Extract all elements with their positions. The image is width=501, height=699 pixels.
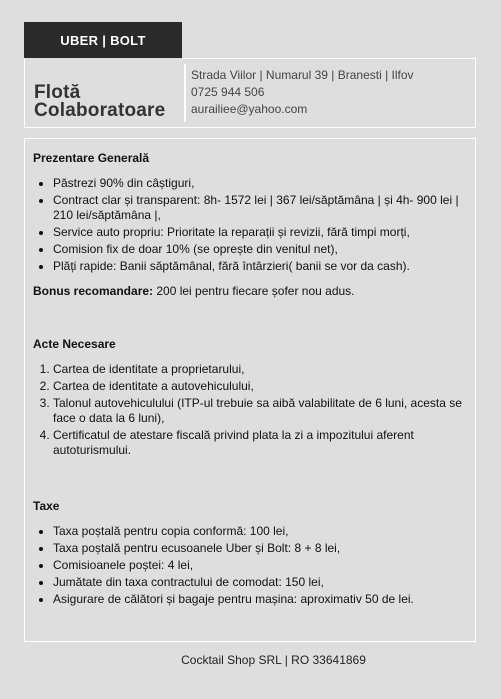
address: Strada Viilor | Numarul 39 | Branesti | Ilfov [191, 68, 414, 82]
brand-line-2: Colaboratoare [34, 100, 166, 121]
list-item: • Plăți rapide: Banii săptămânal, fără întârzieri( banii se vor da cash). [53, 259, 463, 274]
overview-list [33, 176, 463, 274]
brand-line-1: Flotă [34, 82, 81, 103]
list-item: • Asigurare de călători și bagaje pentru mașina: aproximativ 50 de lei. [53, 592, 463, 607]
documents-title: Acte Necesare [33, 337, 116, 351]
service-tag: UBER | BOLT [24, 22, 182, 58]
list-item: • Păstrezi 90% din câștiguri, [53, 176, 463, 191]
list-item: • Taxa poștală pentru copia conformă: 100 lei, [53, 524, 463, 539]
bonus-text: 200 lei pentru fiecare șofer nou adus. [153, 284, 355, 298]
list-item: • Service auto propriu: Prioritate la reparații și revizii, fără timpi morți, [53, 225, 463, 240]
taxes-section [33, 499, 463, 609]
brand-title [34, 84, 165, 120]
list-item: • Contract clar și transparent: 8h- 1572 lei | 367 lei/săptămâna | și 4h- 900 lei | 210 lei/săptămâna |, [53, 193, 463, 223]
list-item: • Jumătate din taxa contractului de comodat: 150 lei, [53, 575, 463, 590]
footer-company: Cocktail Shop SRL | RO 33641869 [181, 653, 366, 667]
list-item: • Taxa poștală pentru ecusoanele Uber și Bolt: 8 + 8 lei, [53, 541, 463, 556]
documents-list [33, 362, 463, 458]
list-item: • Comisioanele poștei: 4 lei, [53, 558, 463, 573]
taxes-list [33, 524, 463, 607]
bonus-line [33, 284, 463, 299]
list-item: 3. Talonul autovehiculului (ITP-ul trebuie sa aibă valabilitate de 6 luni, acesta se face o data la 6 luni), [53, 396, 463, 426]
bonus-label: Bonus recomandare: [33, 284, 154, 298]
phone: 0725 944 506 [191, 85, 265, 99]
overview-section [33, 151, 463, 299]
list-item: • Comision fix de doar 10% (se oprește din venitul net), [53, 242, 463, 257]
list-item: 4. Certificatul de atestare fiscală privind plata la zi a impozitului aferent autoturismului. [53, 428, 463, 458]
email: aurailiee@yahoo.com [191, 102, 308, 116]
header-divider [184, 64, 186, 122]
contact-info [191, 67, 414, 118]
documents-section [33, 337, 463, 460]
list-item: 1. Cartea de identitate a proprietarului, [53, 362, 463, 377]
list-item: 2. Cartea de identitate a autovehiculului, [53, 379, 463, 394]
taxes-title: Taxe [33, 499, 60, 513]
overview-title: Prezentare Generală [33, 151, 150, 165]
